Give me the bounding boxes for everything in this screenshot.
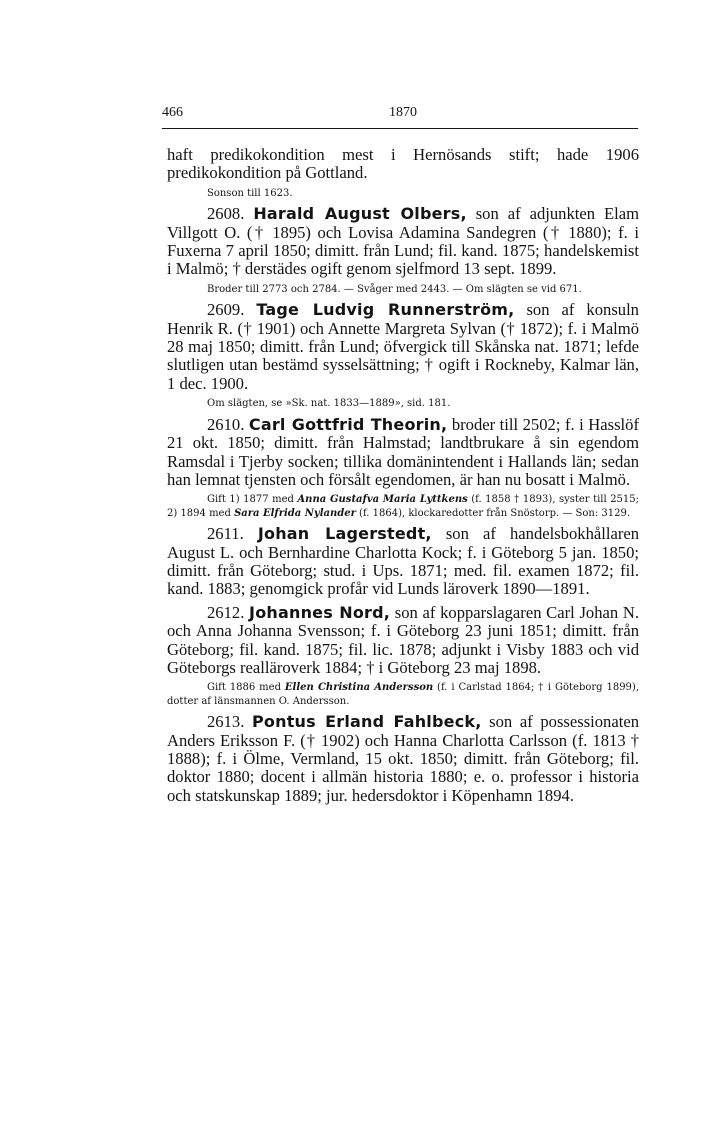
- entry-text: son af possessionaten Anders Eriksson F. († 1902) och Hanna Charlotta Carlsson (f. 1813 † 1888); f. i Ölme, Vermland, 15 okt. 1850; dimitt. från Göteborg; fil. doktor 1880; docent i allmän historia 1880; e. o. professor i historia och statskunskap 1889; jur. hedersdoktor i Köpenhamn 1894.: [167, 712, 639, 805]
- entry-text: son af adjunkten Elam Villgott O. († 1895) och Lovisa Adamina Sandegren († 1880); f. i Fuxerna 7 april 1850; dimitt. från Lund; fil. kand. 1875; handelskemist i Malmö; † derstädes ogift genom sjelfmord 13 sept. 1899.: [167, 204, 639, 279]
- entry-number: 2608.: [207, 204, 245, 224]
- entry-number: 2611.: [207, 524, 244, 544]
- entry-text: son af kopparslagaren Carl Johan N. och Anna Johanna Svensson; f. i Göteborg 23 juni 1851; dimitt. från Göteborg; fil. kand. 1875; fil. lic. 1878; adjunkt i Visby 1883 och vid Göteborgs realläroverk 1884; † i Göteborg 23 maj 1898.: [167, 602, 640, 677]
- spouse-name: Ellen Christina Andersson: [284, 682, 434, 694]
- page-number: 466: [162, 105, 183, 120]
- spouse-name: Anna Gustafva Maria Lyttkens: [297, 494, 468, 506]
- footnote: [167, 681, 639, 708]
- document-page: [162, 104, 640, 805]
- entry-number: 2612.: [207, 602, 245, 622]
- note-text: (f. 1864), klockaredotter från Snöstorp. — Son: 3129.: [355, 507, 631, 519]
- note-text: (f. i Carlstad 1864; † i Göteborg 1899), dotter af länsmannen O. Andersson.: [167, 682, 639, 707]
- person-name: Tage Ludvig Runnerström,: [256, 300, 515, 320]
- footnote: [167, 493, 639, 520]
- footnote: Om slägten, se »Sk. nat. 1833—1889», sid. 181.: [207, 398, 451, 410]
- register-entry: [167, 301, 639, 393]
- entry-text: son af konsuln Henrik R. († 1901) och Annette Margreta Sylvan († 1872); f. i Malmö 28 maj 1850; dimitt. från Lund; öfvergick till Skånska nat. 1871; lefde slutligen utan bestämd sysselsättning; † ogift i Rockneby, Kalmar län, 1 dec. 1900.: [167, 300, 639, 393]
- spouse-name: Sara Elfrida Nylander: [234, 507, 356, 519]
- person-name: Harald August Olbers,: [253, 204, 467, 224]
- header-rule: [162, 128, 638, 129]
- note-text: Gift 1886 med: [207, 682, 285, 694]
- page-content: [167, 146, 639, 805]
- entry-text: broder till 2502; f. i Hasslöf 21 okt. 1850; dimitt. från Halmstad; landtbrukare å sin egendom Ramsdal i Tjerby socken; tillika domänintendent i Hallands län; sedan han lemnat tjensten och försålt egendomen, är han nu bosatt i Malmö.: [167, 414, 639, 489]
- person-name: Johannes Nord,: [249, 602, 391, 622]
- person-name: Pontus Erland Fahlbeck,: [251, 712, 482, 732]
- register-entry: [167, 713, 639, 805]
- entry-number: 2609.: [207, 300, 245, 320]
- register-entry: [167, 604, 639, 678]
- register-entry: [167, 416, 639, 490]
- footnote: Broder till 2773 och 2784. — Svåger med 2443. — Om slägten se vid 671.: [207, 283, 582, 295]
- running-head-year: 1870: [389, 105, 417, 120]
- person-name: Carl Gottfrid Theorin,: [248, 414, 448, 434]
- register-entry: [167, 525, 639, 599]
- note-text: (f. 1858 † 1893), syster till 2515; 2) 1894 med: [167, 494, 640, 519]
- register-entry: [167, 205, 639, 279]
- person-name: Johan Lagerstedt,: [257, 524, 432, 544]
- body-paragraph: haft predikokondition mest i Hernösands stift; hade 1906 predikokondition på Gottland.: [167, 145, 639, 183]
- entry-number: 2610.: [207, 414, 245, 434]
- note-text: Gift 1) 1877 med: [207, 494, 298, 506]
- entry-text: son af handelsbokhållaren August L. och Bernhardine Charlotta Kock; f. i Göteborg 5 jan. 1850; dimitt. från Göteborg; stud. i Ups. 1871; med. fil. examen 1872; fil. kand. 1883; genomgick profår vid Lunds läroverk 1890—1891.: [167, 524, 640, 599]
- footnote: Sonson till 1623.: [207, 187, 293, 199]
- page-header: [162, 104, 639, 126]
- entry-number: 2613.: [207, 712, 245, 732]
